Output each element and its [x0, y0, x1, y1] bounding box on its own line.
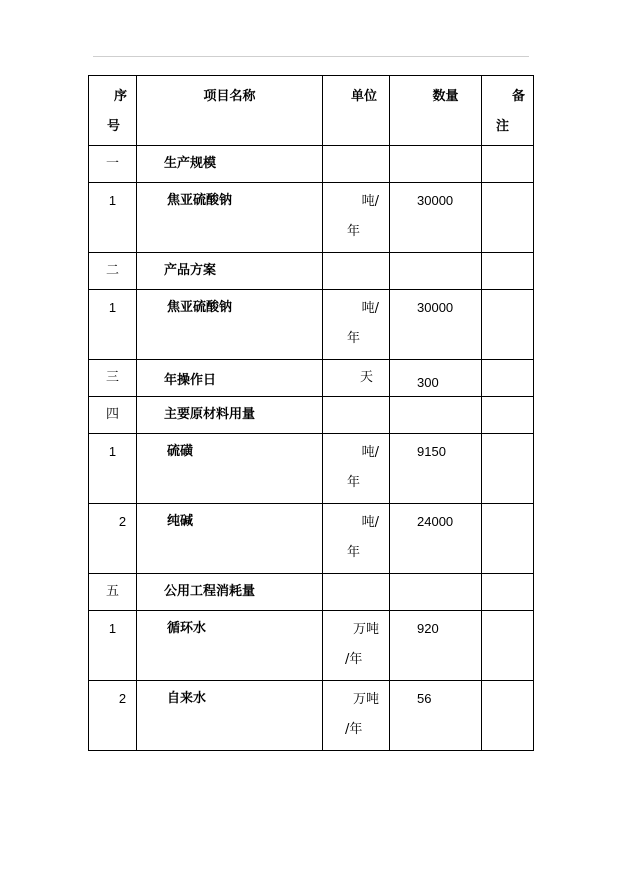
row-no: 1	[89, 611, 137, 681]
row-unit: 吨/ 年	[323, 183, 390, 253]
row-remark	[482, 397, 534, 434]
row-remark	[482, 681, 534, 751]
row-qty	[390, 574, 482, 611]
row-unit: 万吨 /年	[323, 681, 390, 751]
row-qty: 30000	[390, 183, 482, 253]
row-remark	[482, 360, 534, 397]
row-unit	[323, 146, 390, 183]
row-name: 焦亚硫酸钠	[137, 290, 323, 360]
row-name: 焦亚硫酸钠	[137, 183, 323, 253]
row-remark	[482, 290, 534, 360]
row-no: 1	[89, 434, 137, 504]
row-no: 2	[89, 681, 137, 751]
row-name: 主要原材料用量	[137, 397, 323, 434]
row-unit: 吨/ 年	[323, 504, 390, 574]
table-row	[89, 574, 534, 611]
table-header-row	[89, 76, 534, 146]
table-row	[89, 434, 534, 504]
row-name: 生产规模	[137, 146, 323, 183]
row-qty	[390, 253, 482, 290]
table-row	[89, 290, 534, 360]
row-qty: 9150	[390, 434, 482, 504]
row-remark	[482, 611, 534, 681]
table-row	[89, 397, 534, 434]
row-qty	[390, 146, 482, 183]
header-remark: 备 注	[482, 76, 534, 146]
row-unit: 吨/ 年	[323, 434, 390, 504]
row-no: 四	[89, 397, 137, 434]
table-row	[89, 183, 534, 253]
row-name: 年操作日	[137, 360, 323, 397]
row-name: 纯碱	[137, 504, 323, 574]
row-qty	[390, 397, 482, 434]
row-no: 二	[89, 253, 137, 290]
row-unit	[323, 574, 390, 611]
row-unit	[323, 397, 390, 434]
row-unit	[323, 253, 390, 290]
row-no: 一	[89, 146, 137, 183]
row-qty: 300	[390, 360, 482, 397]
table-row	[89, 681, 534, 751]
row-qty: 24000	[390, 504, 482, 574]
table-row	[89, 504, 534, 574]
row-no: 2	[89, 504, 137, 574]
row-remark	[482, 183, 534, 253]
row-no: 五	[89, 574, 137, 611]
row-remark	[482, 504, 534, 574]
row-remark	[482, 253, 534, 290]
row-name: 产品方案	[137, 253, 323, 290]
row-qty: 30000	[390, 290, 482, 360]
row-unit: 天	[323, 360, 390, 397]
top-divider	[93, 56, 529, 57]
row-qty: 56	[390, 681, 482, 751]
row-name: 循环水	[137, 611, 323, 681]
header-qty: 数量	[390, 76, 482, 146]
row-no: 三	[89, 360, 137, 397]
row-unit: 吨/ 年	[323, 290, 390, 360]
row-remark	[482, 574, 534, 611]
row-name: 自来水	[137, 681, 323, 751]
table-row	[89, 611, 534, 681]
row-name: 公用工程消耗量	[137, 574, 323, 611]
row-no: 1	[89, 290, 137, 360]
header-unit: 单位	[323, 76, 390, 146]
row-qty: 920	[390, 611, 482, 681]
header-no: 序 号	[89, 76, 137, 146]
table-row	[89, 146, 534, 183]
row-name: 硫磺	[137, 434, 323, 504]
row-remark	[482, 146, 534, 183]
row-remark	[482, 434, 534, 504]
row-no: 1	[89, 183, 137, 253]
project-spec-table	[88, 75, 534, 751]
table-row	[89, 360, 534, 397]
table-row	[89, 253, 534, 290]
header-name: 项目名称	[137, 76, 323, 146]
row-unit: 万吨 /年	[323, 611, 390, 681]
